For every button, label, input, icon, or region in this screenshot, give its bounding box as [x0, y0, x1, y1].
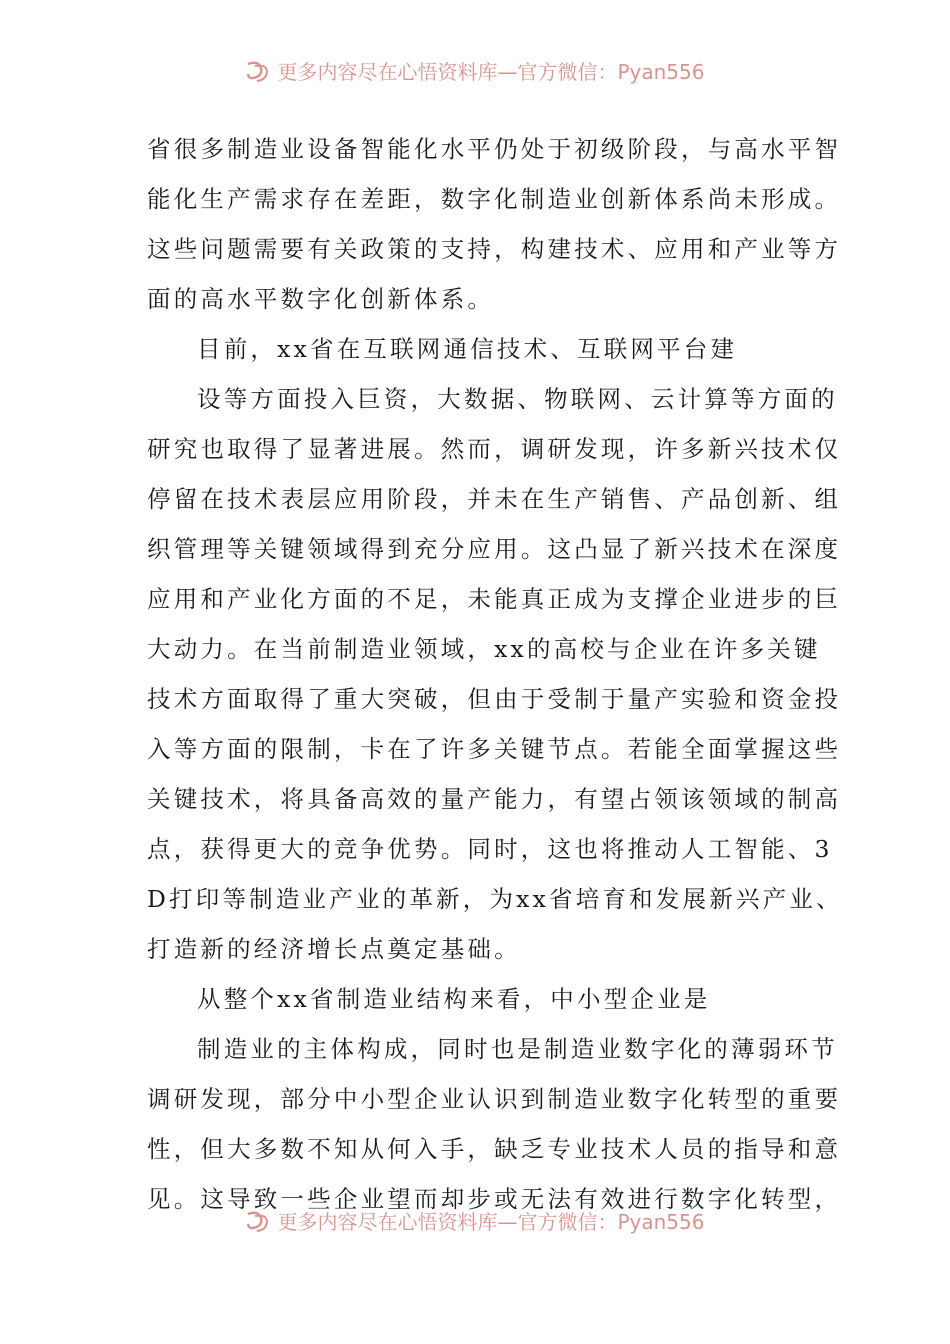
text-line: 应用和产业化方面的不足，未能真正成为支撑企业进步的巨	[147, 585, 842, 613]
text-line: 织管理等关键领域得到充分应用。这凸显了新兴技术在深度	[147, 535, 842, 563]
text-line: 大动力。在当前制造业领域，xx的高校与企业在许多关键	[147, 635, 821, 663]
text-line: 关键技术，将具备高效的量产能力，有望占领该领域的制高	[147, 785, 842, 813]
text-line: D打印等制造业产业的革新，为xx省培育和发展新兴产业、	[147, 885, 843, 913]
text-line: 入等方面的限制，卡在了许多关键节点。若能全面掌握这些	[147, 735, 842, 763]
text-line: 面的高水平数字化创新体系。	[147, 285, 495, 313]
text-line: 设等方面投入巨资，大数据、物联网、云计算等方面的	[197, 385, 838, 413]
watermark-footer	[0, 1206, 950, 1235]
text-line: 点，获得更大的竞争优势。同时，这也将推动人工智能、3	[147, 835, 833, 863]
text-line: 性，但大多数不知从何入手，缺乏专业技术人员的指导和意	[147, 1135, 842, 1163]
text-line: 见。这导致一些企业望而却步或无法有效进行数字化转型，	[147, 1185, 842, 1213]
text-line: 打造新的经济增长点奠定基础。	[147, 935, 521, 963]
text-line: 停留在技术表层应用阶段，并未在生产销售、产品创新、组	[147, 485, 842, 513]
watermark-header	[0, 56, 950, 85]
text-line: 能化生产需求存在差距，数字化制造业创新体系尚未形成。	[147, 185, 842, 213]
logo-icon	[245, 1210, 271, 1232]
watermark-text: 更多内容尽在心悟资料库—官方微信：Pyan556	[277, 60, 705, 84]
text-line: 调研发现，部分中小型企业认识到制造业数字化转型的重要	[147, 1085, 842, 1113]
text-line: 从整个xx省制造业结构来看，中小型企业是	[197, 985, 711, 1013]
watermark-text: 更多内容尽在心悟资料库—官方微信：Pyan556	[277, 1210, 705, 1234]
logo-icon	[245, 60, 271, 82]
document-body	[147, 124, 843, 1224]
text-line: 技术方面取得了重大突破，但由于受制于量产实验和资金投	[147, 685, 842, 713]
text-line: 目前，xx省在互联网通信技术、互联网平台建	[197, 335, 738, 363]
text-line: 研究也取得了显著进展。然而，调研发现，许多新兴技术仅	[147, 435, 842, 463]
text-line: 省很多制造业设备智能化水平仍处于初级阶段，与高水平智	[147, 135, 842, 163]
text-line: 制造业的主体构成，同时也是制造业数字化的薄弱环节	[197, 1035, 838, 1063]
text-line: 这些问题需要有关政策的支持，构建技术、应用和产业等方	[147, 235, 842, 263]
